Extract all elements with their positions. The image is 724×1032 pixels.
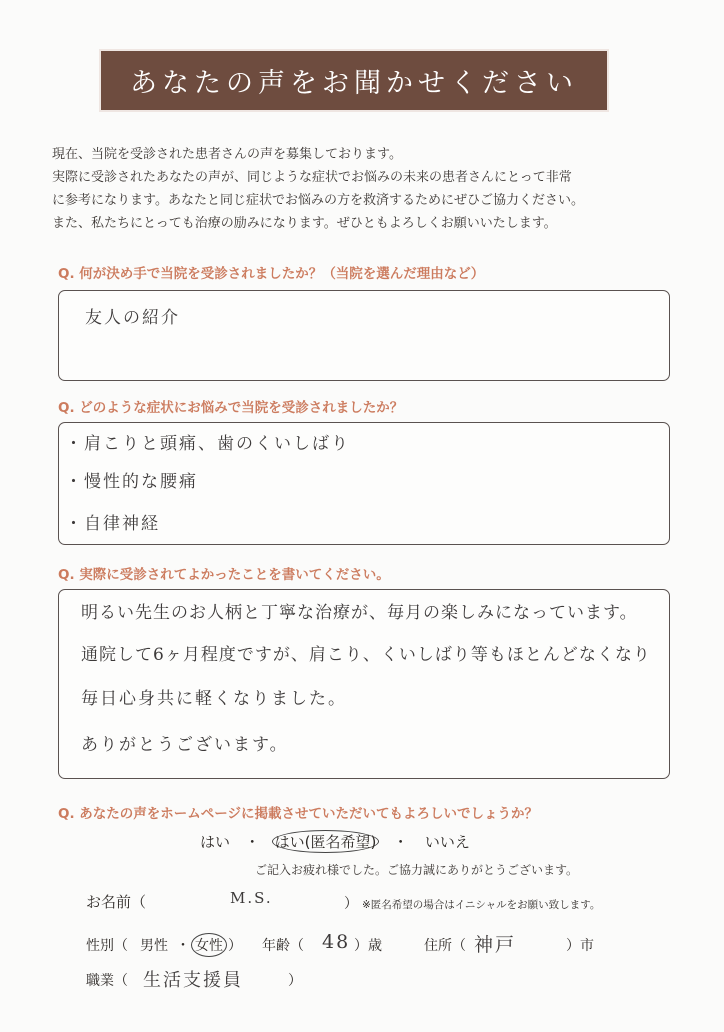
intro-line: に参考になります。あなたと同じ症状でお悩みの方を救済するためにぜひご協力ください。 bbox=[52, 193, 584, 208]
age-value[interactable]: 48 bbox=[322, 931, 351, 953]
address-label: 住所（ bbox=[424, 938, 466, 954]
answer-2-line: ・慢性的な腰痛 bbox=[65, 472, 198, 492]
option-anonymous-selected[interactable]: はい(匿名希望) bbox=[272, 830, 380, 853]
address-close: ）市 bbox=[566, 938, 594, 954]
job-close: ） bbox=[288, 973, 302, 989]
intro-text bbox=[52, 143, 692, 235]
question-4-text: Q. あなたの声をホームページに掲載させていただいてもよろしいでしょうか？ bbox=[58, 806, 539, 822]
intro-line: 現在、当院を受診された患者さんの声を募集しております。 bbox=[52, 147, 402, 162]
answer-box-3[interactable] bbox=[58, 589, 670, 779]
gender-label: 性別（ bbox=[86, 938, 128, 954]
publish-options bbox=[200, 830, 470, 853]
answer-3-line: 毎日心身共に軽くなりました。 bbox=[81, 689, 347, 709]
question-4 bbox=[58, 802, 538, 822]
question-1 bbox=[58, 262, 484, 282]
page-title: あなたの声をお聞かせください bbox=[130, 68, 578, 99]
age-label: 年齢（ bbox=[262, 938, 304, 954]
answer-2-line: ・肩こりと頭痛、歯のくいしばり bbox=[65, 434, 350, 454]
page-title-banner bbox=[99, 49, 609, 112]
answer-3-line: 明るい先生のお人柄と丁寧な治療が、毎月の楽しみになっています。 bbox=[81, 603, 638, 623]
question-1-sub: （当院を選んだ理由など） bbox=[322, 266, 485, 282]
job-label: 職業（ bbox=[86, 973, 128, 989]
closing-message: ご記入お疲れ様でした。ご協力誠にありがとうございます。 bbox=[255, 863, 579, 877]
address-value[interactable]: 神戸 bbox=[474, 934, 517, 956]
name-note: ※匿名希望の場合はイニシャルをお願い致します。 bbox=[362, 899, 601, 911]
gender-separator: ・ bbox=[176, 938, 190, 954]
option-separator: ・ bbox=[244, 833, 260, 851]
job-value[interactable]: 生活支援員 bbox=[143, 970, 243, 991]
name-value[interactable]: M.S. bbox=[230, 889, 273, 907]
option-no[interactable]: いいえ bbox=[424, 833, 470, 851]
gender-female-selected[interactable]: 女性 bbox=[191, 933, 227, 957]
answer-3-line: 通院して6ヶ月程度ですが、肩こり、くいしばり等もほとんどなくなり bbox=[81, 645, 651, 665]
gender-male[interactable]: 男性 bbox=[140, 938, 168, 954]
question-2-text: Q. どのような症状にお悩みで当院を受診されましたか？ bbox=[58, 400, 404, 416]
gender-close: ） bbox=[228, 938, 242, 954]
answer-box-2[interactable] bbox=[58, 422, 670, 545]
name-label: お名前（ bbox=[86, 893, 147, 911]
intro-line: また、私たちにとっても治療の励みになります。ぜひともよろしくお願いいたします。 bbox=[52, 216, 557, 231]
question-3 bbox=[58, 563, 390, 583]
answer-3-line: ありがとうございます。 bbox=[81, 735, 289, 755]
option-separator: ・ bbox=[393, 833, 409, 851]
question-1-text: Q. 何が決め手で当院を受診されましたか？ bbox=[58, 266, 323, 282]
question-3-text: Q. 実際に受診されてよかったことを書いてください。 bbox=[58, 567, 390, 583]
answer-box-1[interactable] bbox=[58, 290, 670, 381]
question-2 bbox=[58, 396, 403, 416]
answer-1-text: 友人の紹介 bbox=[85, 308, 180, 328]
answer-2-line: ・自律神経 bbox=[65, 514, 160, 534]
name-close: ） bbox=[344, 896, 358, 912]
option-yes[interactable]: はい bbox=[200, 833, 231, 851]
age-close: ）歳 bbox=[354, 938, 382, 954]
intro-line: 実際に受診されたあなたの声が、同じような症状でお悩みの未来の患者さんにとって非常 bbox=[52, 170, 572, 185]
